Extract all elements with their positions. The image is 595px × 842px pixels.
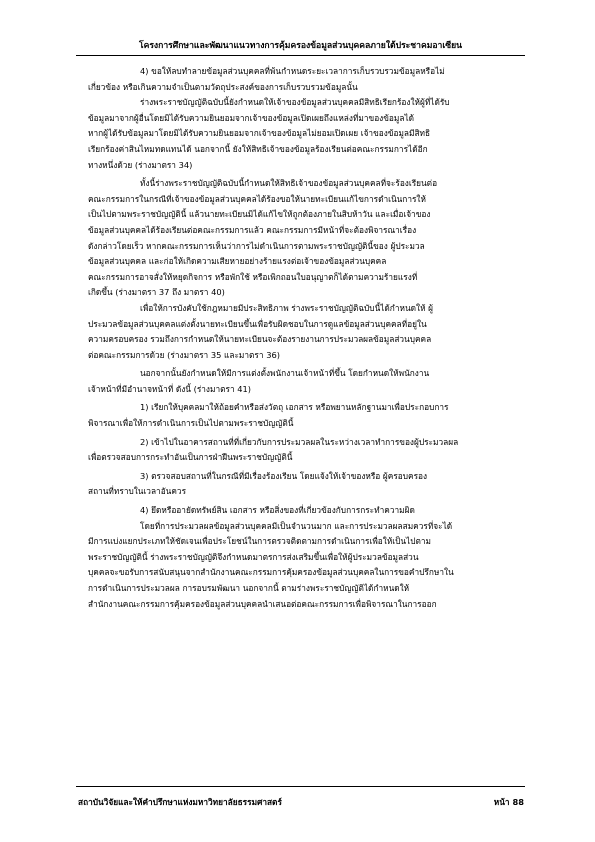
paragraph-line: สถานที่ทราบในเวลาอันควร bbox=[88, 486, 187, 497]
paragraph-line: ข้อมูลมาจากผู้อื่นโดยมิได้รับความยินยอมจากเจ้าของข้อมูลเปิดเผยถึงแหล่งที่มาของข้อมูลได้ bbox=[88, 112, 415, 123]
paragraph-line: สำนักงานคณะกรรมการคุ้มครองข้อมูลส่วนบุคคลนำเสนอต่อคณะกรรมการเพื่อพิจารณาในการออก bbox=[88, 598, 437, 609]
list-item: 4) ยึดหรืออายัดทรัพย์สิน เอกสาร หรือสิ่งของที่เกี่ยวข้องกับการกระทำความผิด bbox=[140, 505, 415, 516]
paragraph-line: ข้อมูลส่วนบุคคล และก่อให้เกิดความเสียหายอย่างร้ายแรงต่อเจ้าของข้อมูลส่วนบุคคล bbox=[88, 256, 387, 267]
paragraph-line: เกี่ยวข้อง หรือเกินความจำเป็นตามวัตถุประสงค์ของการเก็บรวบรวมข้อมูลนั้น bbox=[88, 81, 358, 92]
paragraph-line: โดยที่การประมวลผลข้อมูลส่วนบุคคลมีเป็นจำนวนมาก และการประมวลผลสมควรที่จะได้ bbox=[140, 520, 453, 531]
page-number: หน้า 88 bbox=[493, 797, 524, 807]
paragraph-line: เป็นไปตามพระราชบัญญัตินี้ แล้วนายทะเบียนมิได้แก้ไขให้ถูกต้องภายในสิบห้าวัน และเมื่อเจ้าของ bbox=[88, 209, 431, 220]
header-divider bbox=[76, 55, 525, 56]
paragraph-line: มีการแบ่งแยกประเภทให้ชัดเจนเพื่อประโยชน์ในการตรวจติดตามการดำเนินการเพื่อให้เป็นไปตาม bbox=[88, 536, 432, 547]
paragraph-line: ต่อคณะกรรมการด้วย (ร่างมาตรา 35 และมาตรา 36) bbox=[88, 349, 280, 360]
paragraph-line: บุคคลจะขอรับการสนับสนุนจากสำนักงานคณะกรรมการคุ้มครองข้อมูลส่วนบุคคลในการขอคำปรึกษาใน bbox=[88, 567, 454, 578]
paragraph-line: ความครอบครอง รวมถึงการกำหนดให้นายทะเบียนจะต้องรายงานการประมวลผลข้อมูลส่วนบุคคล bbox=[88, 334, 432, 345]
page-header: โครงการศึกษาและพัฒนาแนวทางการคุ้มครองข้อมูลส่วนบุคคลภายใต้ประชาคมอาเซียน bbox=[138, 41, 463, 51]
paragraph-line: เจ้าหน้าที่มีอำนาจหน้าที่ ดังนี้ (ร่างมาตรา 41) bbox=[88, 383, 252, 394]
paragraph-line: พิจารณาเพื่อให้การดำเนินการเป็นไปตามพระราชบัญญัตินี้ bbox=[88, 418, 294, 429]
paragraph-line: หากผู้ได้รับข้อมูลมาโดยมิได้รับความยินยอมจากเจ้าของข้อมูลไม่ยอมเปิดเผย เจ้าของข้อมูลมีสิทธิ bbox=[88, 128, 431, 139]
paragraph-line: เพื่อตรวจสอบการกระทำอันเป็นการฝ่าฝืนพระราชบัญญัตินี้ bbox=[88, 452, 293, 463]
list-item: 3) ตรวจสอบสถานที่ในกรณีที่มีเรื่องร้องเรียน โดยแจ้งให้เจ้าของหรือ ผู้ครอบครอง bbox=[140, 470, 428, 481]
paragraph-line: การดำเนินการประมวลผล การอบรมพัฒนา นอกจากนี้ ตามร่างพระราชบัญญัติได้กำหนดให้ bbox=[88, 583, 410, 593]
paragraph-line: ข้อมูลส่วนบุคคลได้ร้องเรียนต่อคณะกรรมการแล้ว คณะกรรมการมีหน้าที่จะต้องพิจารณาเรื่อง bbox=[88, 224, 417, 235]
paragraph-line: ดังกล่าวโดยเร็ว หากคณะกรรมการเห็นว่าการไม่ดำเนินการตามพระราชบัญญัตินี้ของ ผู้ประมวล bbox=[88, 240, 425, 251]
body-text bbox=[88, 64, 518, 612]
paragraph-line: ร่างพระราชบัญญัติฉบับนี้ยังกำหนดให้เจ้าของข้อมูลส่วนบุคคลมีสิทธิเรียกร้องให้ผู้ที่ได้รับ bbox=[140, 97, 450, 108]
paragraph-line: เพื่อให้การบังคับใช้กฎหมายมีประสิทธิภาพ ร่างพระราชบัญญัติฉบับนี้ได้กำหนดให้ ผู้ bbox=[140, 302, 434, 313]
paragraph-line: ทั้งนี้ร่างพระราชบัญญัติฉบับนี้กำหนดให้สิทธิเจ้าของข้อมูลส่วนบุคคลที่จะร้องเรียนต่อ bbox=[140, 178, 438, 189]
paragraph-line: 4) ขอให้ลบทำลายข้อมูลส่วนบุคคลที่พ้นกำหนดระยะเวลาการเก็บรวบรวมข้อมูลหรือไม่ bbox=[140, 66, 445, 76]
paragraph-line: คณะกรรมการในกรณีที่เจ้าของข้อมูลส่วนบุคคลได้ร้องขอให้นายทะเบียนแก้ไขการดำเนินการให้ bbox=[88, 193, 426, 204]
paragraph-line: ประมวลข้อมูลส่วนบุคคลแต่งตั้งนายทะเบียนขึ้นเพื่อรับผิดชอบในการดูแลข้อมูลส่วนบุคคลที่อยู่ใน bbox=[88, 318, 427, 329]
paragraph-line: เรียกร้องค่าสินไหมทดแทนได้ นอกจากนี้ ยังให้สิทธิเจ้าของข้อมูลร้องเรียนต่อคณะกรรมการได้อีก bbox=[88, 143, 428, 154]
paragraph-line: คณะกรรมการอาจสั่งให้หยุดกิจการ หรือพักใช้ หรือเพิกถอนใบอนุญาตก็ได้ตามความร้ายแรงที่ bbox=[88, 271, 418, 282]
list-item: 2) เข้าไปในอาคารสถานที่ที่เกี่ยวกับการประมวลผลในระหว่างเวลาทำการของผู้ประมวลผล bbox=[140, 436, 459, 447]
paragraph-line: เกิดขึ้น (ร่างมาตรา 37 ถึง มาตรา 40) bbox=[88, 287, 225, 298]
footer-institute: สถาบันวิจัยและให้คำปรึกษาแห่งมหาวิทยาลัยธรรมศาสตร์ bbox=[78, 797, 282, 807]
paragraph-line: นอกจากนั้นยังกำหนดให้มีการแต่งตั้งพนักงานเจ้าหน้าที่ขึ้น โดยกำหนดให้พนักงาน bbox=[140, 368, 430, 379]
footer-divider bbox=[76, 786, 525, 787]
paragraph-line: พระราชบัญญัตินี้ ร่างพระราชบัญญัติจึงกำหนดมาตรการส่งเสริมขึ้นเพื่อให้ผู้ประมวลข้อมูลส่วน bbox=[88, 551, 419, 562]
list-item: 1) เรียกให้บุคคลมาให้ถ้อยคำหรือส่งวัตถุ เอกสาร หรือพยานหลักฐานมาเพื่อประกอบการ bbox=[140, 402, 449, 413]
paragraph-line: ทางหนึ่งด้วย (ร่างมาตรา 34) bbox=[88, 159, 193, 170]
